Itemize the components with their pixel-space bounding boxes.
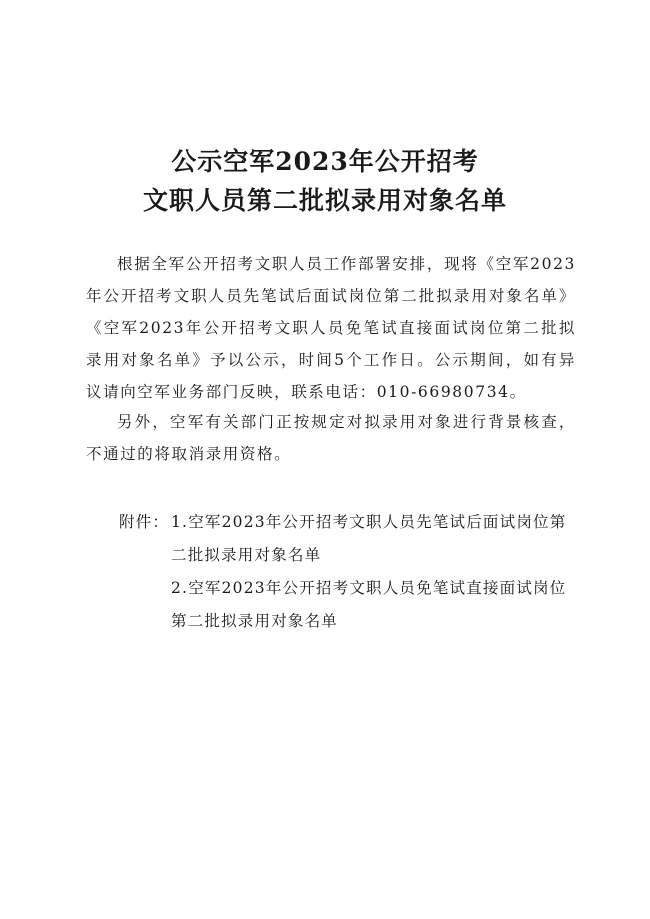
- announcement-text: 根据全军公开招考文职人员工作部署安排，现将《空军2023年公开招考文职人员先笔试后面试岗位第二批拟录用对象名单》《空军2023年公开招考文职人员免笔试直接面试岗位第二批拟录用对象名单》予以公示，时间5个工作日。公示期间，如有异议请向空军业务部门反映，联系电话：010-66980734。: [86, 255, 576, 401]
- attachments-list: [171, 506, 581, 638]
- document-title-line-1: 公示空军2023年公开招考: [171, 147, 479, 176]
- background-check-text: 另外，空军有关部门正按规定对拟录用对象进行背景核查，不通过的将取消录用资格。: [86, 413, 576, 463]
- attachments-label: 附件：: [119, 513, 170, 531]
- attachment-item-1: 1.空军2023年公开招考文职人员先笔试后面试岗位第二批拟录用对象名单: [171, 513, 567, 564]
- body-paragraph-1: [86, 248, 576, 408]
- body-paragraph-2: [86, 406, 576, 470]
- document-title-line-2: 文职人员第二批拟录用对象名单: [142, 186, 507, 215]
- attachment-item-2: 2.空军2023年公开招考文职人员免笔试直接面试岗位第二批拟录用对象名单: [171, 579, 567, 630]
